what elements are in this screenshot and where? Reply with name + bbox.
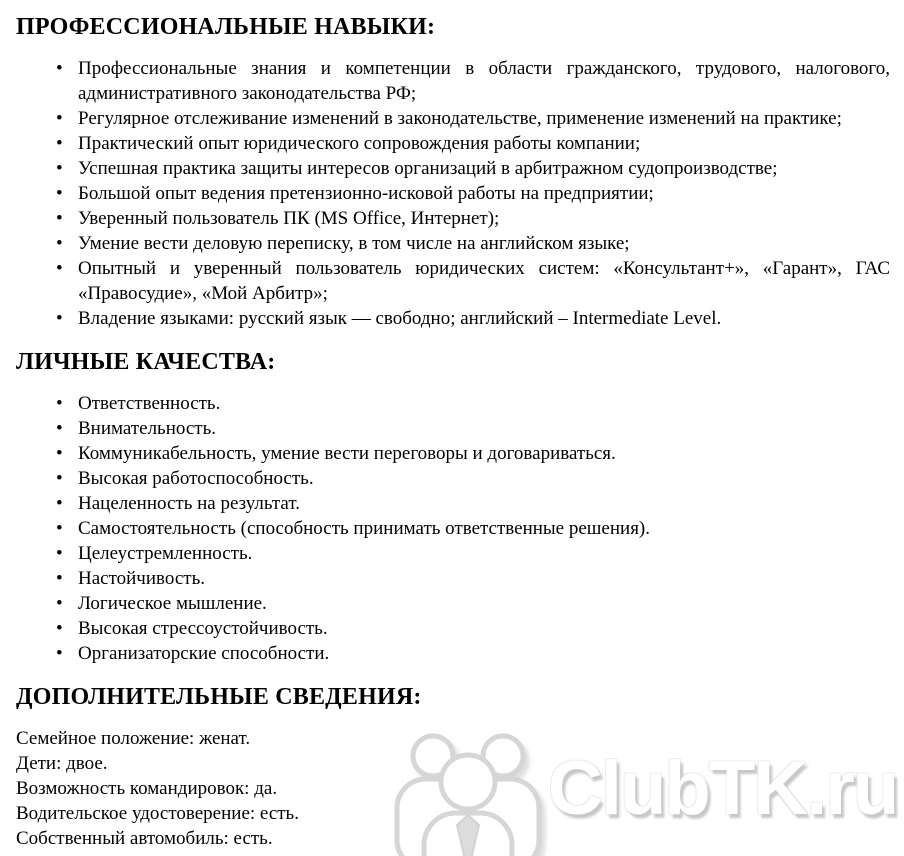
list-item: • Практический опыт юридического сопровождения работы компании; xyxy=(16,131,890,156)
list-item: • Регулярное отслеживание изменений в законодательстве, применение изменений на практике; xyxy=(16,106,890,131)
info-line: Водительское удостоверение: есть. xyxy=(16,803,299,824)
section-professional-skills xyxy=(16,12,890,331)
additional-info-lines xyxy=(16,726,890,851)
info-line: Собственный автомобиль: есть. xyxy=(16,828,273,849)
list-item: • Уверенный пользователь ПК (MS Office, Интернет); xyxy=(16,206,890,231)
info-line: Семейное положение: женат. xyxy=(16,728,251,749)
section-additional-info xyxy=(16,682,890,851)
list-item: • Самостоятельность (способность принимать ответственные решения). xyxy=(16,516,890,541)
list-item: • Организаторские способности. xyxy=(16,641,890,666)
section-heading-qualities: ЛИЧНЫЕ КАЧЕСТВА: xyxy=(16,349,276,375)
info-line: Дети: двое. xyxy=(16,753,108,774)
list-item: • Коммуникабельность, умение вести переговоры и договариваться. xyxy=(16,441,890,466)
list-item: • Владение языками: русский язык — свободно; английский – Intermediate Level. xyxy=(16,306,890,331)
list-item: • Высокая стрессоустойчивость. xyxy=(16,616,890,641)
section-heading-additional: ДОПОЛНИТЕЛЬНЫЕ СВЕДЕНИЯ: xyxy=(16,684,422,710)
skills-list xyxy=(16,56,890,331)
list-item: • Большой опыт ведения претензионно-исковой работы на предприятии; xyxy=(16,181,890,206)
section-personal-qualities xyxy=(16,347,890,666)
list-item: • Нацеленность на результат. xyxy=(16,491,890,516)
list-item: • Опытный и уверенный пользователь юридических систем: «Консультант+», «Гарант», ГАС «Правосудие», «Мой Арбитр»; xyxy=(16,256,890,306)
list-item: • Успешная практика защиты интересов организаций в арбитражном судопроизводстве; xyxy=(16,156,890,181)
list-item: • Профессиональные знания и компетенции в области гражданского, трудового, налогового, административного законодательства РФ; xyxy=(16,56,890,106)
list-item: • Высокая работоспособность. xyxy=(16,466,890,491)
section-heading-skills: ПРОФЕССИОНАЛЬНЫЕ НАВЫКИ: xyxy=(16,14,436,40)
list-item: • Логическое мышление. xyxy=(16,591,890,616)
list-item: • Настойчивость. xyxy=(16,566,890,591)
qualities-list xyxy=(16,391,890,666)
list-item: • Целеустремленность. xyxy=(16,541,890,566)
list-item: • Внимательность. xyxy=(16,416,890,441)
watermark-text: ClubTK.ru xyxy=(548,746,898,831)
info-line: Возможность командировок: да. xyxy=(16,778,278,799)
list-item: • Ответственность. xyxy=(16,391,890,416)
list-item: • Умение вести деловую переписку, в том числе на английском языке; xyxy=(16,231,890,256)
